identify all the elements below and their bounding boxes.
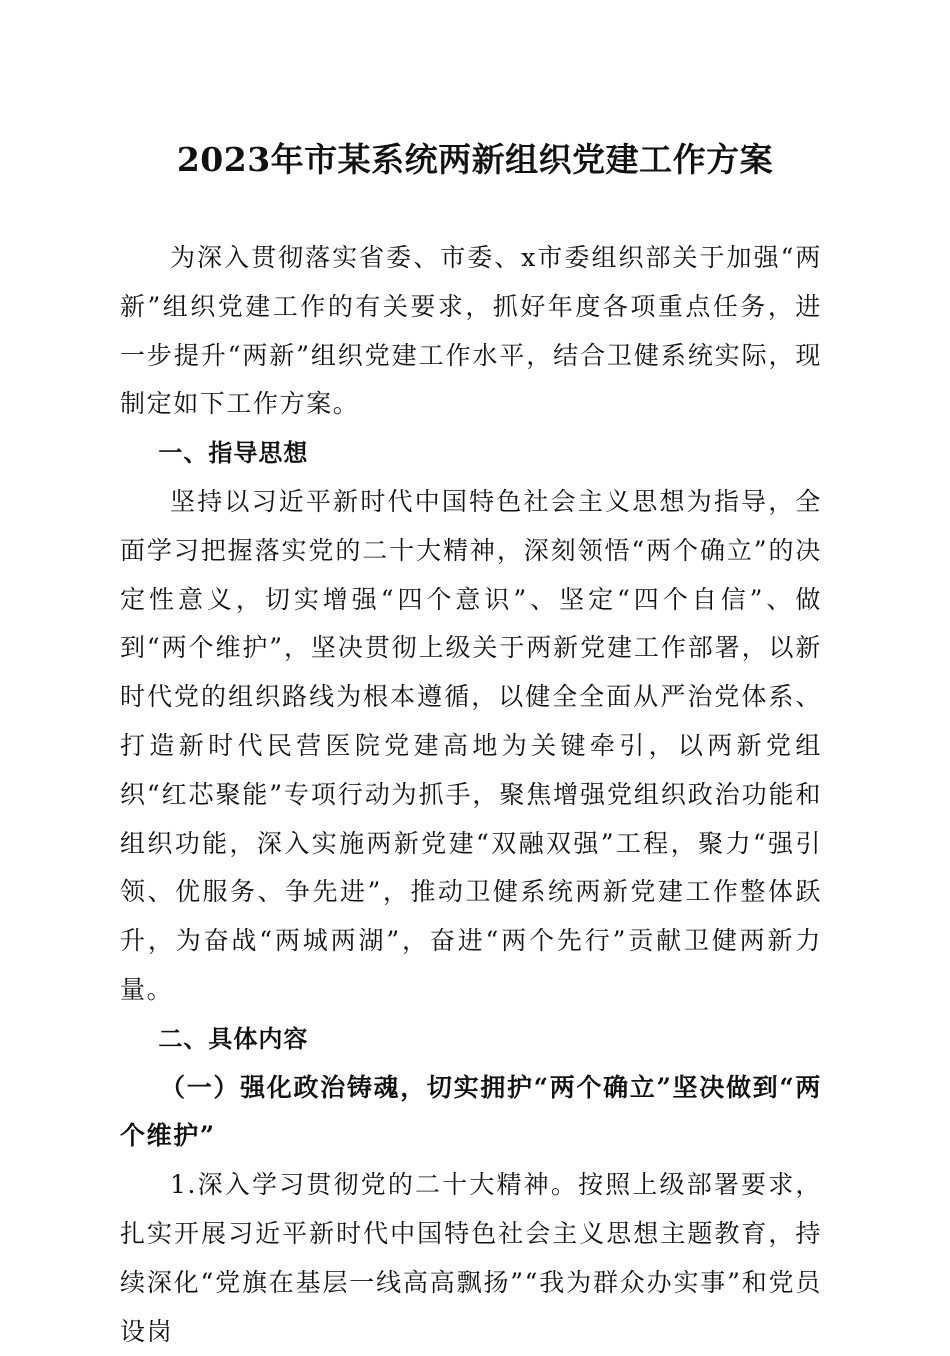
item-1-paragraph: 1.深入学习贯彻党的二十大精神。按照上级部署要求，扎实开展习近平新时代中国特色社会主义思想主题教育，持续深化“党旗在基层一线高高飘扬”“我为群众办实事”和党员设岗 (120, 1170, 822, 1346)
section-heading-guiding-ideology: 一、指导思想 (158, 439, 309, 468)
intro-paragraph: 为深入贯彻落实省委、市委、x市委组织部关于加强“两新”组织党建工作的有关要求，抓好年度各项重点任务，进一步提升“两新”组织党建工作水平，结合卫健系统实际，现制定如下工作方案。 (120, 243, 822, 419)
document-title: 2023年市某系统两新组织党建工作方案 (176, 140, 774, 179)
subsection-heading-political: （一）强化政治铸魂，切实拥护“两个确立”坚决做到“两个维护” (120, 1072, 822, 1151)
document-body (120, 234, 822, 1356)
section-heading-specific-content: 二、具体内容 (158, 1024, 309, 1053)
guiding-ideology-paragraph: 坚持以习近平新时代中国特色社会主义思想为指导，全面学习把握落实党的二十大精神，深刻领悟“两个确立”的决定性意义，切实增强“四个意识”、坚定“四个自信”、做到“两个维护”，坚决贯彻上级关于两新党建工作部署，以新时代党的组织路线为根本遵循，以健全全面从严治党体系、打造新时代民营医院党建高地为关键牵引，以两新党组织“红芯聚能”专项行动为抓手，聚焦增强党组织政治功能和组织功能，深入实施两新党建“双融双强”工程，聚力“强引领、优服务、争先进”，推动卫健系统两新党建工作整体跃升，为奋战“两城两湖”，奋进“两个先行”贡献卫健两新力量。 (120, 486, 822, 1004)
